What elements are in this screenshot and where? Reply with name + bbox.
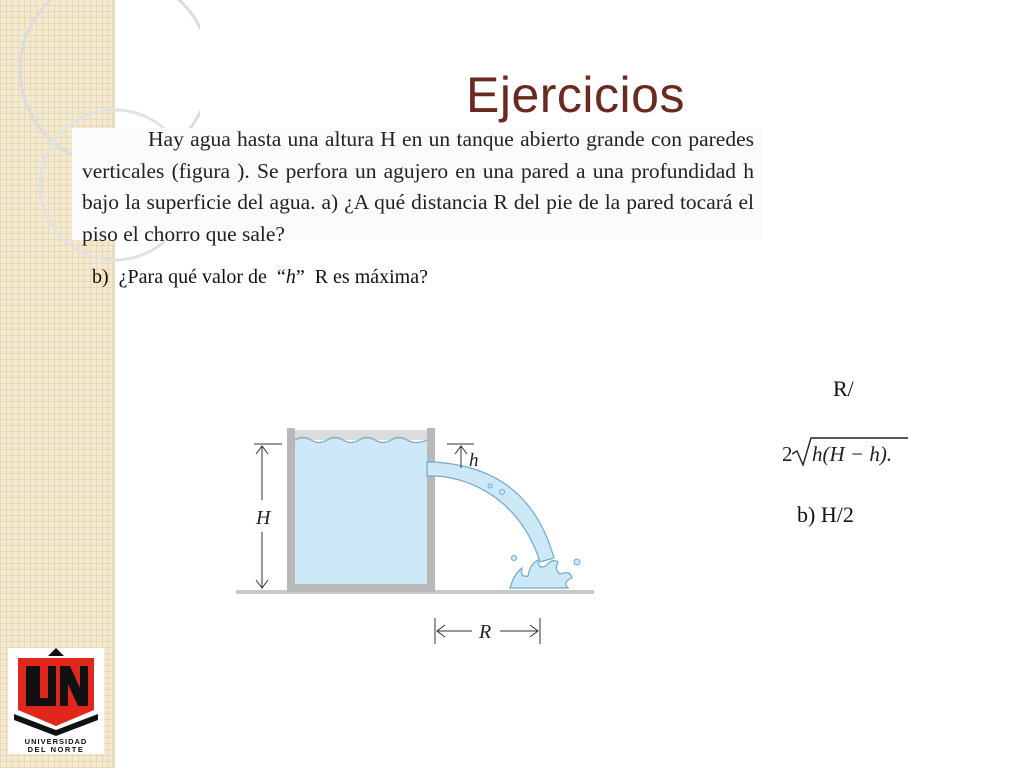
label-H: H <box>256 507 271 529</box>
formula-coefficient: 2 <box>782 442 793 466</box>
tank-diagram <box>232 410 602 650</box>
question-b <box>92 266 428 289</box>
label-h: h <box>469 450 479 471</box>
question-b-prefix: b) ¿Para qué valor de “ <box>92 266 286 288</box>
problem-statement: Hay agua hasta una altura H en un tanque abierto grande con paredes verticales (figura ). Se perfora un agujero en una pared a una profundidad h bajo la superficie del agua. a) ¿A qué distancia R del pie de la pared tocará el piso el chorro que sale? <box>82 127 754 246</box>
answer-label: R/ <box>833 376 854 401</box>
splash <box>510 560 572 588</box>
water-jet <box>427 462 554 562</box>
tank-right-wall <box>427 428 435 590</box>
logo-line-1: UNIVERSIDAD <box>24 737 88 746</box>
universidad-del-norte-logo <box>8 648 104 754</box>
logo-line-2: DEL NORTE <box>27 745 85 754</box>
answer-b: b) H/2 <box>797 502 854 527</box>
side-band-divider <box>112 0 115 768</box>
tank-water <box>295 438 427 585</box>
tank-bottom <box>287 584 435 592</box>
question-b-suffix: ” R es máxima? <box>295 266 428 288</box>
question-b-variable: h <box>285 266 296 288</box>
slide-title: Ejercicios <box>466 67 685 123</box>
formula-radicand: h(H − h). <box>812 442 893 466</box>
label-R: R <box>479 621 492 643</box>
tank-left-wall <box>287 428 295 590</box>
